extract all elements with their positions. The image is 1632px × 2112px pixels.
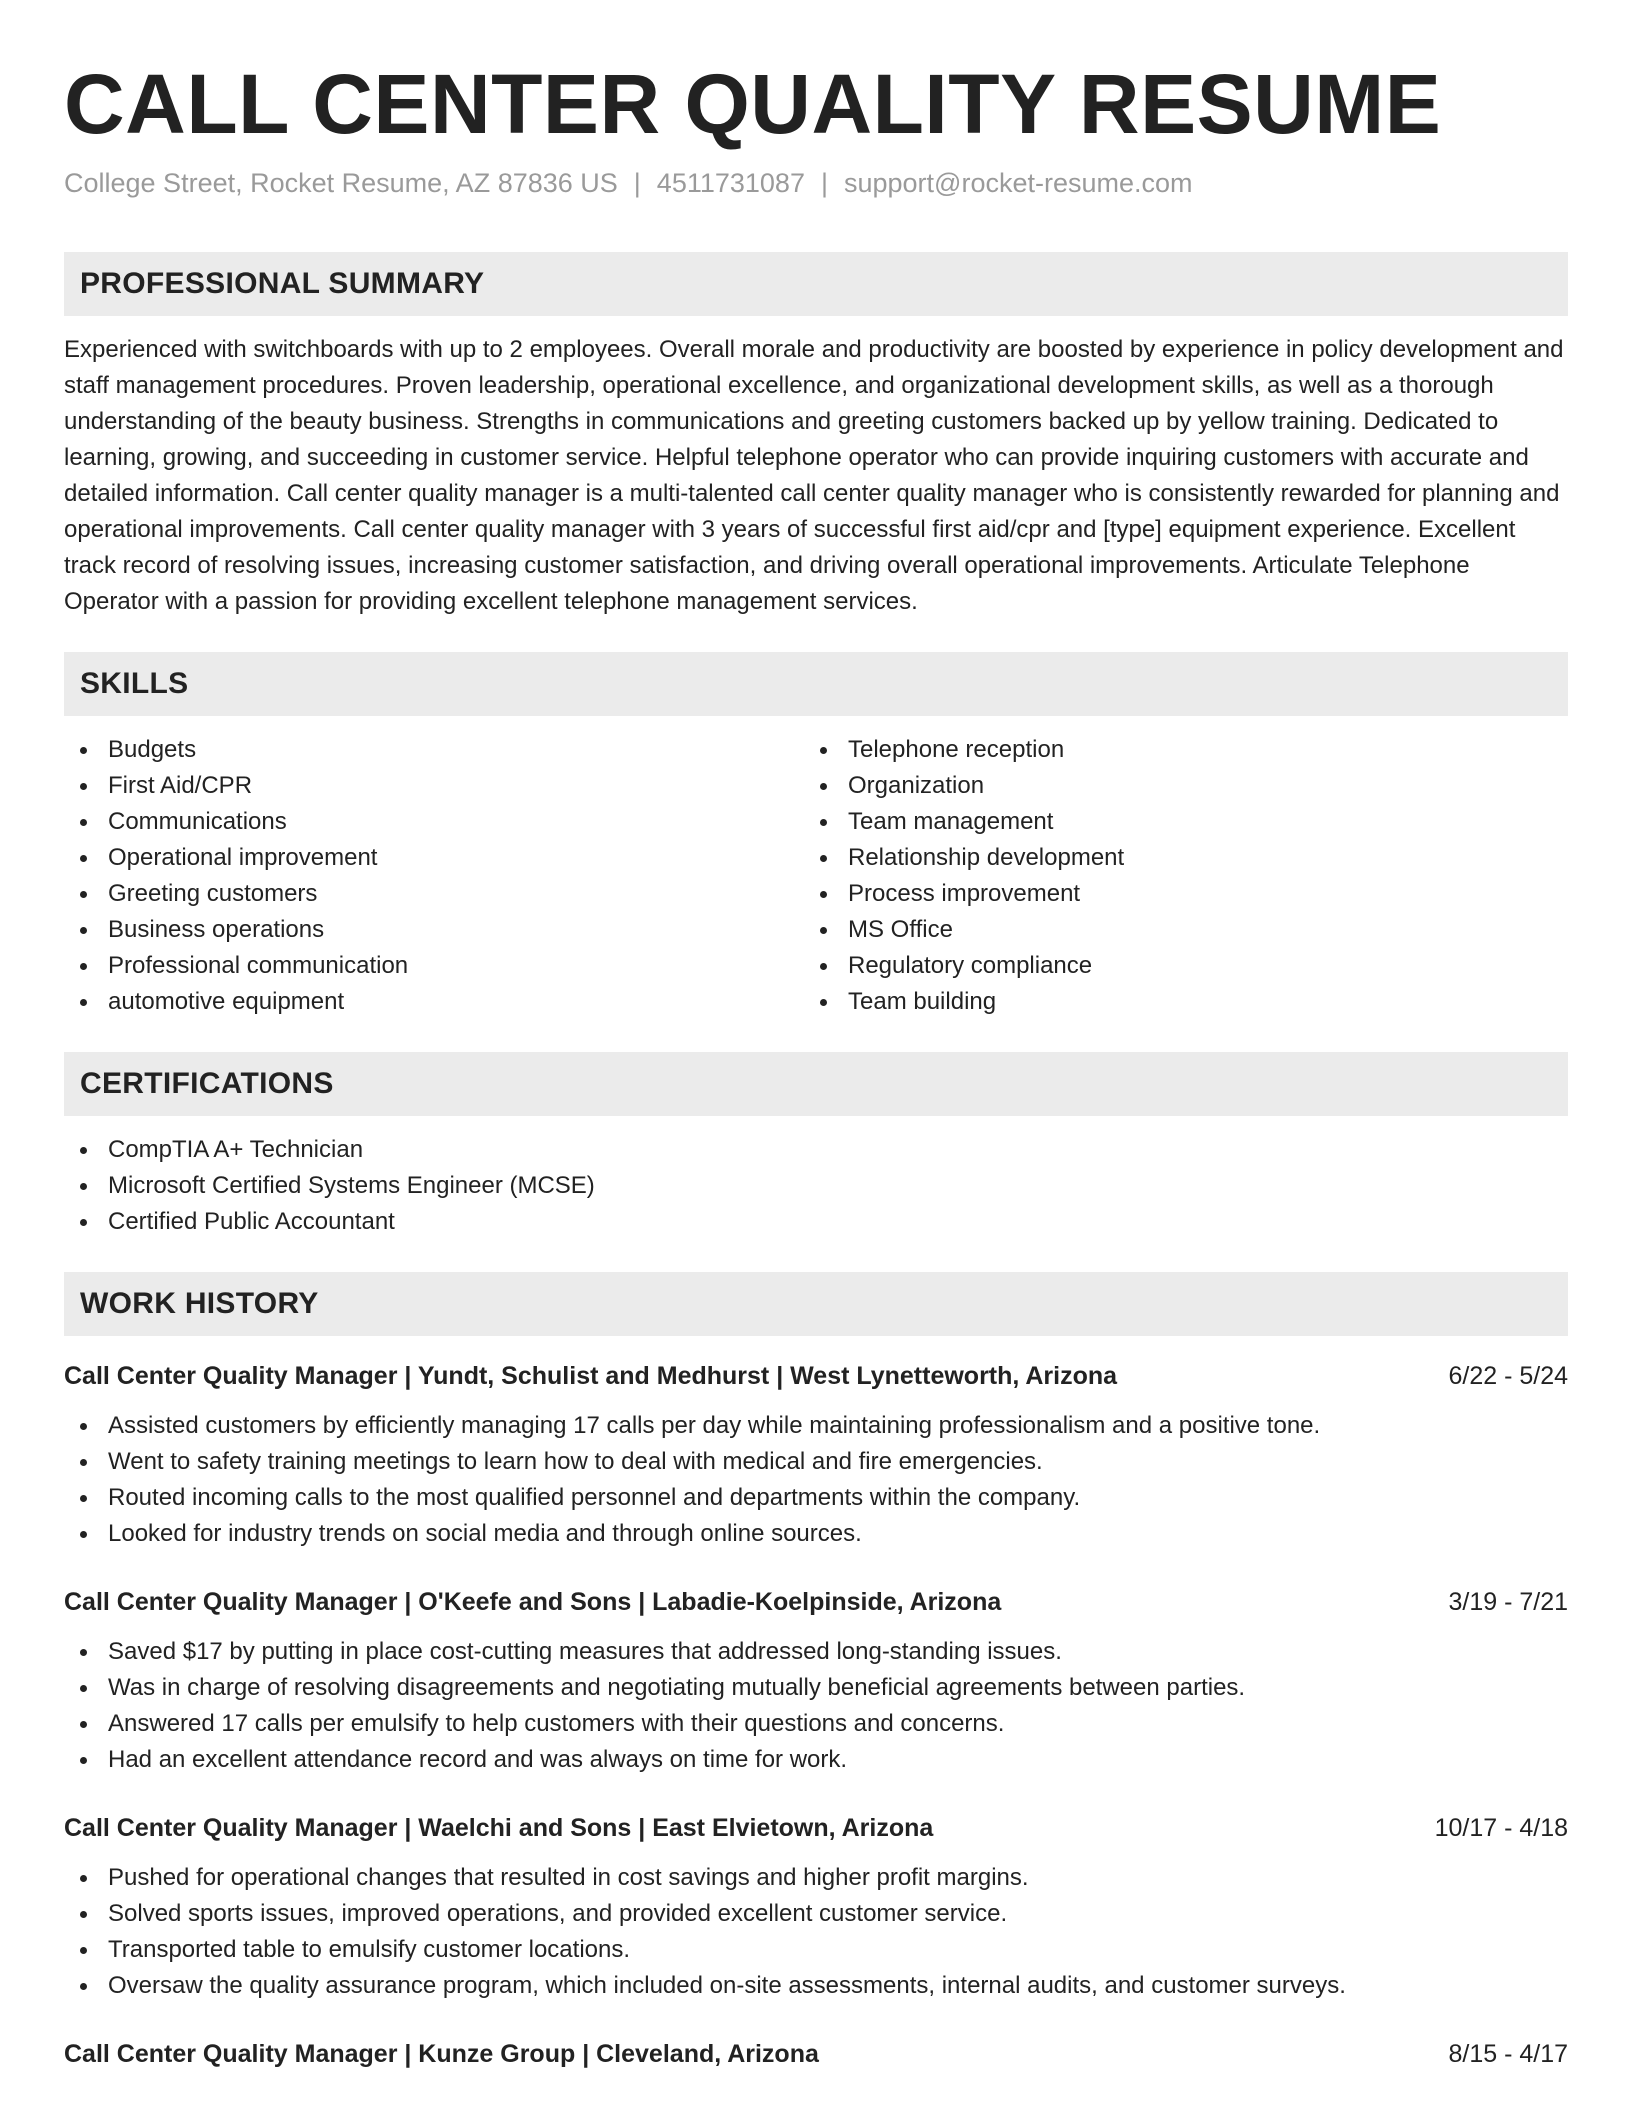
certification-item: Certified Public Accountant — [64, 1204, 1568, 1240]
job-title: Call Center Quality Manager | Waelchi and Sons | East Elvietown, Arizona — [64, 1814, 934, 1843]
skills-list-right — [804, 732, 1544, 1020]
job-bullets — [64, 1408, 1568, 1552]
skills-grid — [64, 716, 1568, 1020]
job-entry — [64, 2036, 1568, 2072]
skill-item: Greeting customers — [64, 876, 804, 912]
job-dates: 10/17 - 4/18 — [1434, 1814, 1568, 1843]
skills-column-left — [64, 716, 804, 1020]
job-bullets — [64, 1634, 1568, 1778]
skill-item: Team building — [804, 984, 1544, 1020]
job-dates: 8/15 - 4/17 — [1448, 2040, 1568, 2069]
skill-item: Communications — [64, 804, 804, 840]
job-bullet: Was in charge of resolving disagreements and negotiating mutually beneficial agreements between parties. — [64, 1670, 1568, 1706]
certifications-list — [64, 1132, 1568, 1240]
job-bullet: Assisted customers by efficiently managing 17 calls per day while maintaining professionalism and a positive tone. — [64, 1408, 1568, 1444]
skill-item: Process improvement — [804, 876, 1544, 912]
skill-item: Relationship development — [804, 840, 1544, 876]
contact-email: support@rocket-resume.com — [843, 168, 1193, 199]
skill-item: Telephone reception — [804, 732, 1544, 768]
contact-address: College Street, Rocket Resume, AZ 87836 US — [64, 168, 618, 199]
job-title: Call Center Quality Manager | Kunze Group | Cleveland, Arizona — [64, 2040, 819, 2069]
skill-item: Operational improvement — [64, 840, 804, 876]
job-bullet: Saved $17 by putting in place cost-cutting measures that addressed long-standing issues. — [64, 1634, 1568, 1670]
work-history-list — [64, 1358, 1568, 2072]
job-header — [64, 1810, 1568, 1846]
job-bullet: Looked for industry trends on social media and through online sources. — [64, 1516, 1568, 1552]
job-entry — [64, 1810, 1568, 2004]
skill-item: MS Office — [804, 912, 1544, 948]
job-entry — [64, 1358, 1568, 1552]
job-bullet: Pushed for operational changes that resulted in cost savings and higher profit margins. — [64, 1860, 1568, 1896]
job-bullet: Solved sports issues, improved operations, and provided excellent customer service. — [64, 1896, 1568, 1932]
job-dates: 6/22 - 5/24 — [1448, 1362, 1568, 1391]
certification-item: Microsoft Certified Systems Engineer (MCSE) — [64, 1168, 1568, 1204]
job-bullet: Transported table to emulsify customer locations. — [64, 1932, 1568, 1968]
skill-item: Professional communication — [64, 948, 804, 984]
skills-section-header: SKILLS — [64, 652, 1568, 716]
work-history-section-header: WORK HISTORY — [64, 1272, 1568, 1336]
job-dates: 3/19 - 7/21 — [1448, 1588, 1568, 1617]
skill-item: Team management — [804, 804, 1544, 840]
job-title: Call Center Quality Manager | Yundt, Schulist and Medhurst | West Lynetteworth, Arizona — [64, 1362, 1118, 1391]
skills-column-right — [804, 716, 1544, 1020]
skill-item: Business operations — [64, 912, 804, 948]
contact-separator: | — [820, 168, 828, 199]
summary-text: Experienced with switchboards with up to 2 employees. Overall morale and productivity are boosted by experience in policy development and staff management procedures. Proven leadership, operational excellence, and organizational development skills, as well as a thorough understanding of the beauty business. Strengths in communications and greeting customers backed up by yellow training. Dedicated to learning, growing, and succeeding in customer service. Helpful telephone operator who can provide inquiring customers with accurate and detailed information. Call center quality manager is a multi-talented call center quality manager who is consistently rewarded for planning and operational improvements. Call center quality manager with 3 years of successful first aid/cpr and [type] equipment experience. Excellent track record of resolving issues, increasing customer satisfaction, and driving overall operational improvements. Articulate Telephone Operator with a passion for providing excellent telephone management services. — [64, 336, 1564, 616]
job-bullets — [64, 1860, 1568, 2004]
skill-item: automotive equipment — [64, 984, 804, 1020]
contact-phone: 4511731087 — [656, 168, 805, 199]
job-entry — [64, 1584, 1568, 1778]
skill-item: Regulatory compliance — [804, 948, 1544, 984]
contact-line — [64, 166, 1568, 201]
job-title: Call Center Quality Manager | O'Keefe and Sons | Labadie-Koelpinside, Arizona — [64, 1588, 1002, 1617]
job-bullet: Answered 17 calls per emulsify to help customers with their questions and concerns. — [64, 1706, 1568, 1742]
job-bullet: Went to safety training meetings to learn how to deal with medical and fire emergencies. — [64, 1444, 1568, 1480]
skill-item: Organization — [804, 768, 1544, 804]
job-bullet: Had an excellent attendance record and was always on time for work. — [64, 1742, 1568, 1778]
skills-list-left — [64, 732, 804, 1020]
skill-item: Budgets — [64, 732, 804, 768]
summary-section-header: PROFESSIONAL SUMMARY — [64, 252, 1568, 316]
certification-item: CompTIA A+ Technician — [64, 1132, 1568, 1168]
job-header — [64, 2036, 1568, 2072]
job-header — [64, 1358, 1568, 1394]
job-bullet: Routed incoming calls to the most qualified personnel and departments within the company. — [64, 1480, 1568, 1516]
resume-title: CALL CENTER QUALITY RESUME — [64, 57, 1442, 151]
contact-separator: | — [633, 168, 641, 199]
skill-item: First Aid/CPR — [64, 768, 804, 804]
job-header — [64, 1584, 1568, 1620]
job-bullet: Oversaw the quality assurance program, which included on-site assessments, internal audits, and customer surveys. — [64, 1968, 1568, 2004]
certifications-section-header: CERTIFICATIONS — [64, 1052, 1568, 1116]
